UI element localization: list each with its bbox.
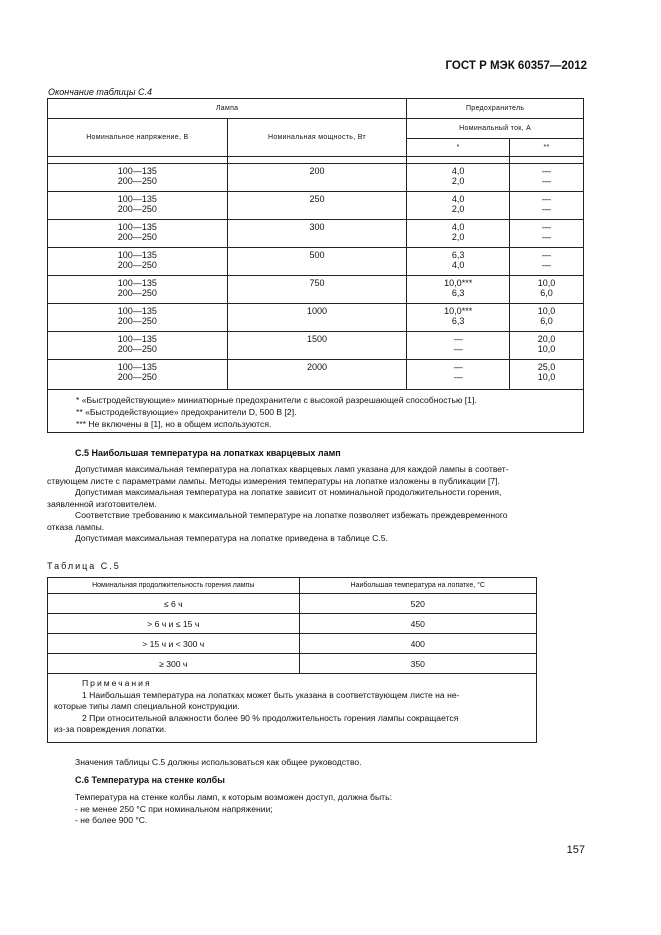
table-row: ≤ 6 ч 520 — [48, 594, 537, 614]
table-row: 100—135 200—250 200 4,0 2,0 — — — [48, 164, 584, 192]
fuse-type-1-header: * — [407, 139, 510, 157]
table-row: > 15 ч и < 300 ч 400 — [48, 634, 537, 654]
table-c5-remark: Значения таблицы С.5 должны использоваться как общее руководство. — [75, 757, 362, 767]
table-row: 100—135 200—250 1000 10,0*** 6,3 10,0 6,0 — [48, 304, 584, 332]
table-c5-notes: Примечания 1 Наибольшая температура на лопатках может быть указана в соответствующем листе на не- которые типы ламп специальной конструкции. 2 При относительной влажности более 90 % продолжительность горения лампы сокращается из-за повреждения лопатки. — [48, 674, 537, 743]
voltage-header: Номинальное напряжение, В — [48, 119, 228, 157]
fuse-header: Предохранитель — [407, 99, 584, 119]
table-row: 100—135 200—250 250 4,0 2,0 — — — [48, 192, 584, 220]
power-header: Номинальная мощность, Вт — [227, 119, 407, 157]
table-row: 100—135 200—250 1500 — — 20,0 10,0 — [48, 332, 584, 360]
table-row: 100—135 200—250 750 10,0*** 6,3 10,0 6,0 — [48, 276, 584, 304]
notes-title: Примечания — [82, 678, 152, 688]
current-header: Номинальный ток, А — [407, 119, 584, 139]
table-c4 — [47, 98, 584, 433]
table-row: > 6 ч и ≤ 15 ч 450 — [48, 614, 537, 634]
duration-header: Номинальная продолжительность горения лампы — [48, 578, 300, 594]
section-c6-title: С.6 Температура на стенке колбы — [75, 775, 225, 785]
footnote: * «Быстродействующие» миниатюрные предохранители с высокой разрешающей способностью [1]. — [76, 395, 477, 405]
table-row: 100—135 200—250 500 6,3 4,0 — — — [48, 248, 584, 276]
table-c5 — [47, 577, 537, 743]
section-c6-body: Температура на стенке колбы ламп, к которым возможен доступ, должна быть: - не менее 250 °С при номинальном напряжении; - не более 900 °С. — [75, 792, 392, 825]
table-row: ≥ 300 ч 350 — [48, 654, 537, 674]
table-c4-caption: Окончание таблицы С.4 — [48, 87, 152, 97]
footnote: ** «Быстродействующие» предохранители D, 500 В [2]. — [76, 407, 297, 417]
document-header: ГОСТ Р МЭК 60357—2012 — [445, 60, 587, 72]
section-c5-body: Допустимая максимальная температура на лопатках кварцевых ламп указана для каждой лампы в соответ- ствующем листе с параметрами лампы. Методы измерения температуры на лопатке изложены в публикации [7]. Допустимая максимальная температура на лопатке зависит от номинальной продолжительности горения, заявленной изготовителем. Соответствие требованию к максимальной температуре на лопатке позволяет избежать преждевременного отказа лампы. Допустимая максимальная температура на лопатке приведена в таблице С.5. — [47, 464, 509, 543]
lamp-header: Лампа — [48, 99, 407, 119]
section-c5-title: С.5 Наибольшая температура на лопатках кварцевых ламп — [75, 448, 341, 458]
table-c5-label: Таблица С.5 — [47, 561, 121, 571]
table-row: 100—135 200—250 2000 — — 25,0 10,0 — [48, 360, 584, 390]
page-number: 157 — [566, 844, 585, 856]
table-row: 100—135 200—250 300 4,0 2,0 — — — [48, 220, 584, 248]
temperature-header: Наибольшая температура на лопатке, °С — [299, 578, 537, 594]
footnote: *** Не включены в [1], но в общем используются. — [76, 419, 272, 429]
table-c4-footnotes — [48, 390, 584, 433]
fuse-type-2-header: ** — [510, 139, 584, 157]
